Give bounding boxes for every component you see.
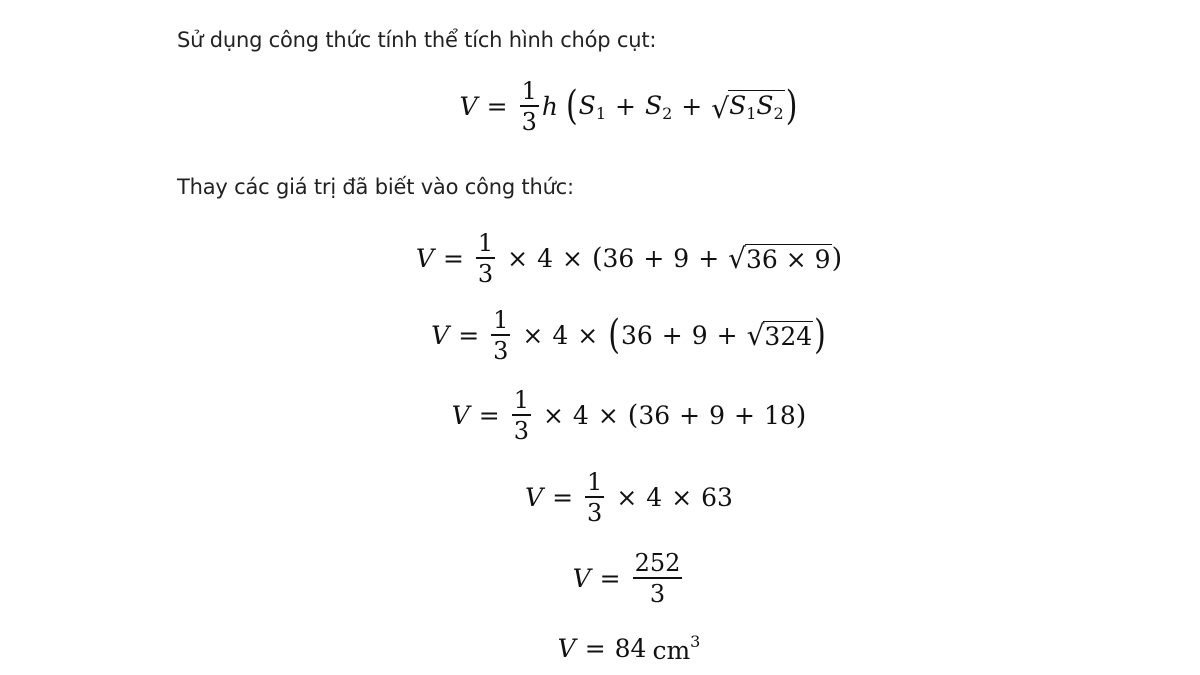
- formula-fraction-denominator: 3: [521, 107, 537, 136]
- formula-s1: $S_1$: [578, 90, 606, 123]
- step-1-sqrt: √ 36 × 9: [728, 242, 831, 276]
- formula-lhs: V: [459, 92, 478, 122]
- step-6: V = 84 $cm^3$: [557, 632, 701, 665]
- formula-equals: =: [486, 92, 508, 122]
- step-4: V = $\frac{1}{3}$ × 4 × 63: [525, 468, 733, 527]
- formula-close-paren: ): [785, 82, 798, 130]
- formula-fraction: [520, 78, 539, 135]
- substitute-text: Thay các giá trị đã biết vào công thức:: [177, 175, 574, 199]
- step-3: V = $\frac{1}{3}$ × 4 × ( 36 + 9 + 18 ): [451, 386, 807, 445]
- final-value: 84: [614, 634, 647, 663]
- formula-fraction-numerator: 1: [521, 77, 537, 105]
- intro-text: Sử dụng công thức tính thể tích hình chóp cụt:: [177, 28, 657, 52]
- step-1: V = $\frac{1}{3}$ × 4 × ( 36 + 9 + √ 36 × 9 ): [415, 229, 843, 288]
- formula-height: h: [541, 92, 558, 122]
- step-2-sqrt: √ 324: [746, 319, 813, 353]
- step-2: V = $\frac{1}{3}$ × 4 × ( 36 + 9 + √ 324 ): [431, 306, 826, 365]
- step-4-fraction: $\frac{1}{3}$: [587, 468, 603, 527]
- step-1-fraction: $\frac{1}{3}$: [477, 229, 494, 288]
- formula-open-paren: (: [565, 82, 578, 130]
- step-2-fraction: $\frac{1}{3}$: [493, 306, 509, 365]
- volume-formula: [0, 78, 1200, 135]
- step-5: V = $\frac{252}{3}$: [572, 549, 681, 608]
- final-unit: $cm^3$: [652, 632, 701, 665]
- formula-plus-2: +: [681, 92, 703, 122]
- formula-plus-1: +: [615, 92, 636, 122]
- step-5-fraction: $\frac{252}{3}$: [634, 549, 681, 608]
- step-3-fraction: $\frac{1}{3}$: [513, 386, 529, 445]
- formula-s2: $S_2$: [644, 90, 673, 123]
- formula-sqrt: √ $S_1S_2$: [711, 91, 784, 125]
